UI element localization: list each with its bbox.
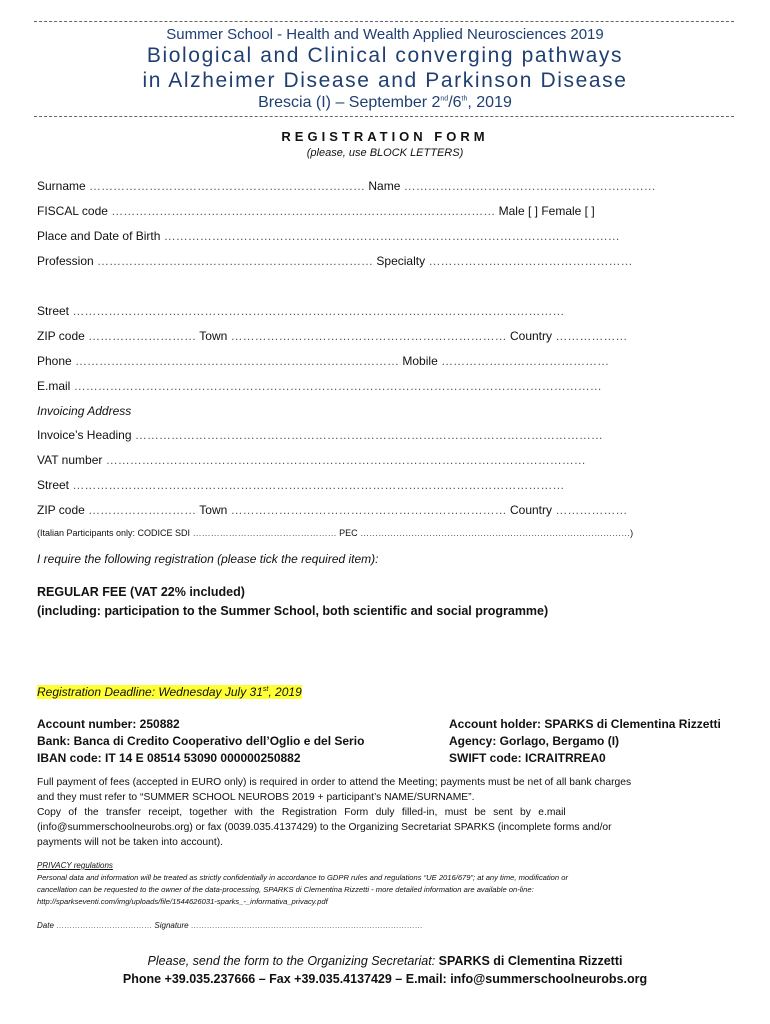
registration-deadline	[37, 685, 302, 699]
invoice-heading-field[interactable]: ………………………………………………………………………………………………………	[134, 428, 603, 442]
date-label: Date	[37, 921, 54, 930]
invoice-country-label: Country	[509, 503, 553, 517]
invoice-town-field[interactable]: ……………………………………………………………	[230, 503, 507, 517]
header-title-line1: Biological and Clinical converging pathways	[146, 44, 624, 67]
bank-name: Bank: Banca di Credito Cooperativo dell’Oglio e del Serio	[37, 734, 365, 748]
payment-line2: and they must refer to “SUMMER SCHOOL NEUROBS 2019 + participant’s NAME/SURNAME”.	[37, 792, 475, 803]
phone-label: Phone	[37, 354, 72, 368]
street-field[interactable]: ……………………………………………………………………………………………………………	[72, 304, 565, 318]
privacy-line1: Personal data and information will be treated as strictly confidentially in accordance to GDPR rules and regulations “UE 2016/679”; at any time, modification or	[37, 873, 568, 882]
account-holder: Account holder: SPARKS di Clementina Rizzetti	[449, 717, 721, 731]
date-signature-row	[37, 921, 423, 930]
invoice-country-field[interactable]: ………………	[555, 503, 628, 517]
female-checkbox[interactable]: Female [ ]	[541, 204, 595, 218]
birth-field[interactable]: ……………………………………………………………………………………………………	[163, 229, 620, 243]
header-title-line2: in Alzheimer Disease and Parkinson Disease	[142, 69, 628, 92]
form-note: (please, use BLOCK LETTERS)	[306, 147, 464, 159]
account-number: Account number: 250882	[37, 717, 180, 731]
fee-title-line1: REGULAR FEE (VAT 22% included)	[37, 585, 245, 599]
birth-row	[37, 229, 734, 243]
invoice-heading-row	[37, 428, 734, 442]
name-label: Name	[368, 179, 401, 193]
fiscal-code-field[interactable]: ……………………………………………………………………………………	[111, 204, 496, 218]
surname-field[interactable]: ……………………………………………………………	[89, 179, 366, 193]
location-mid: /6	[448, 94, 462, 111]
privacy-title: PRIVACY regulations	[37, 861, 113, 870]
sdi-pec-row	[37, 528, 734, 538]
invoice-street-field[interactable]: ……………………………………………………………………………………………………………	[72, 478, 565, 492]
mobile-field[interactable]: ……………………………………	[441, 354, 610, 368]
payment-line1: Full payment of fees (accepted in EURO only) is required in order to attend the Meeting; payments must be net of all bank charges	[37, 777, 632, 788]
date-field[interactable]: ………………………………	[56, 921, 153, 930]
agency: Agency: Gorlago, Bergamo (I)	[449, 734, 620, 748]
sdi-label: (Italian Participants only: CODICE SDI	[37, 528, 191, 538]
email-field[interactable]: ……………………………………………………………………………………………………………………	[73, 379, 602, 393]
invoice-street-label: Street	[37, 478, 70, 492]
top-dashed-rule	[34, 21, 734, 22]
swift-code: SWIFT code: ICRAITRREA0	[449, 751, 606, 765]
payment-line3: Copy of the transfer receipt, together with the Registration Form duly filled-in, must be sent by e.mail	[37, 807, 566, 818]
location-suffix: , 2019	[467, 94, 512, 111]
phone-row	[37, 354, 734, 368]
header-subtitle: Summer School - Health and Wealth Applied Neurosciences 2019	[166, 26, 604, 43]
fiscal-code-label: FISCAL code	[37, 204, 108, 218]
invoice-street-row	[37, 478, 734, 492]
town-field[interactable]: ……………………………………………………………	[230, 329, 507, 343]
pec-label: PEC	[339, 528, 358, 538]
zip-town-country-row	[37, 329, 734, 343]
vat-label: VAT number	[37, 453, 103, 467]
profession-label: Profession	[37, 254, 94, 268]
profession-field[interactable]: ……………………………………………………………	[97, 254, 374, 268]
email-label: E.mail	[37, 379, 71, 393]
country-field[interactable]: ………………	[555, 329, 628, 343]
invoice-heading-label: Invoice’s Heading	[37, 428, 132, 442]
location-sup2: th	[461, 95, 468, 103]
town-label: Town	[199, 329, 228, 343]
vat-field[interactable]: …………………………………………………………………………………………………………	[105, 453, 586, 467]
header-location	[0, 94, 770, 112]
name-field[interactable]: ………………………………………………………	[403, 179, 656, 193]
street-row	[37, 304, 734, 318]
invoice-zip-field[interactable]: ………………………	[88, 503, 197, 517]
surname-label: Surname	[37, 179, 86, 193]
vat-row	[37, 453, 734, 467]
birth-label: Place and Date of Birth	[37, 229, 161, 243]
footer-send	[0, 954, 770, 968]
deadline-label: Registration Deadline: Wednesday July 31	[37, 685, 263, 699]
profession-row	[37, 254, 734, 268]
form-heading: REGISTRATION FORM	[281, 129, 489, 144]
country-label: Country	[509, 329, 553, 343]
location-sup1: nd	[440, 95, 449, 103]
payment-line4: (info@summerschoolneurobs.org) or fax (0039.035.4137429) to the Organizing Secretariat SPARKS (incomplete forms and/or	[37, 822, 612, 833]
signature-label: Signature	[154, 921, 189, 930]
specialty-field[interactable]: ……………………………………………	[428, 254, 633, 268]
bottom-dashed-rule	[34, 116, 734, 117]
pec-field[interactable]: ………………………………………………………………………………	[360, 528, 631, 538]
deadline-sup: st	[262, 686, 269, 693]
signature-field[interactable]: ……………………………………………………………………………	[190, 921, 423, 930]
fiscal-code-row	[37, 204, 734, 218]
sdi-close: )	[630, 528, 634, 538]
invoice-town-label: Town	[199, 503, 228, 517]
footer-organization: SPARKS di Clementina Rizzetti	[438, 954, 623, 968]
footer-send-text: Please, send the form to the Organizing Secretariat:	[147, 954, 436, 968]
specialty-label: Specialty	[376, 254, 426, 268]
surname-name-row	[37, 179, 734, 193]
male-checkbox[interactable]: Male [ ]	[498, 204, 538, 218]
fee-title-line2: (including: participation to the Summer School, both scientific and social programme)	[37, 604, 549, 618]
privacy-link[interactable]: http://sparkseventi.com/img/uploads/file/1544626031-sparks_-_informativa_privacy.pdf	[37, 897, 328, 906]
zip-field[interactable]: ………………………	[88, 329, 197, 343]
invoicing-address-heading: Invoicing Address	[37, 404, 132, 418]
privacy-line2: cancellation can be requested to the owner of the data-processing, SPARKS di Clementina Rizzetti - more detailed information are available on-line:	[37, 885, 534, 894]
location-prefix: Brescia (I) – September 2	[258, 94, 441, 111]
phone-field[interactable]: ………………………………………………………………………	[75, 354, 400, 368]
require-registration-text: I require the following registration (please tick the required item):	[37, 552, 379, 566]
invoice-zip-label: ZIP code	[37, 503, 85, 517]
mobile-label: Mobile	[402, 354, 438, 368]
zip-label: ZIP code	[37, 329, 85, 343]
street-label: Street	[37, 304, 70, 318]
email-row	[37, 379, 734, 393]
footer-contacts: Phone +39.035.237666 – Fax +39.035.4137429 – E.mail: info@summerschoolneurobs.org	[122, 972, 648, 986]
sdi-field[interactable]: …………………………………………	[192, 528, 337, 538]
deadline-end: , 2019	[268, 685, 302, 699]
iban-code: IBAN code: IT 14 E 08514 53090 000000250882	[37, 751, 301, 765]
payment-line5: payments will not be taken into account).	[37, 837, 224, 848]
deadline-row	[37, 685, 734, 699]
invoice-zip-town-country-row	[37, 503, 734, 517]
